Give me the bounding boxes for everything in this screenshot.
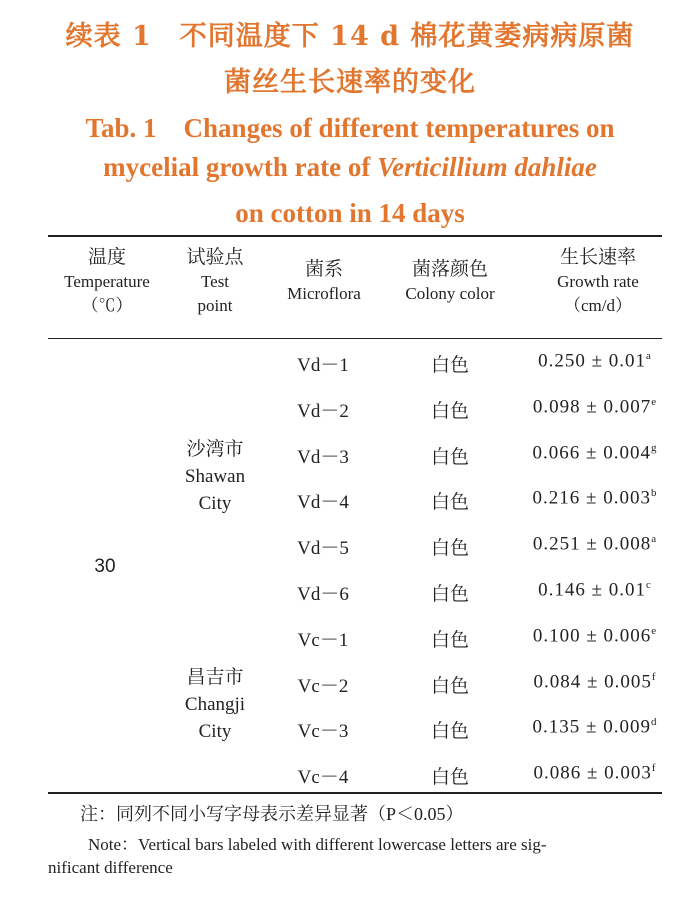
test-point-shawan-cn: 沙湾市 — [186, 439, 244, 460]
colony-color-cell: 白色 — [430, 767, 469, 788]
caption-en-line3: on cotton in 14 days — [235, 198, 465, 228]
microflora-cell: Vd－1 — [297, 355, 349, 376]
growth-rate-cell — [515, 487, 675, 509]
microflora-cell: Vd－5 — [297, 538, 349, 559]
growth-rate-value: 0.084 ± 0.005 — [533, 671, 652, 693]
significance-letter: b — [650, 487, 658, 499]
header-test-point — [166, 246, 264, 318]
growth-rate-cell — [515, 762, 675, 784]
growth-rate-cell — [515, 533, 675, 555]
growth-rate-value: 0.250 ± 0.01 — [538, 350, 647, 372]
growth-rate-value: 0.251 ± 0.008 — [532, 533, 652, 555]
significance-letter: g — [650, 442, 658, 454]
caption-cn-line2: 菌丝生长速率的变化 — [224, 67, 476, 98]
microflora-cell: Vd－4 — [297, 492, 349, 513]
header-temperature-cn: 温度 — [87, 247, 126, 268]
header-temperature — [48, 246, 166, 318]
table-top-rule — [48, 235, 662, 237]
growth-rate-cell — [515, 671, 675, 693]
significance-letter: e — [651, 625, 658, 637]
growth-rate-cell — [515, 350, 675, 372]
significance-letter: f — [651, 762, 657, 774]
growth-rate-cell — [515, 442, 675, 464]
microflora-cell: Vc－4 — [297, 767, 349, 788]
microflora-cell: Vd－3 — [297, 447, 349, 468]
colony-color-cell: 白色 — [430, 721, 469, 742]
significance-letter: d — [650, 716, 658, 728]
caption-en-line1: Tab. 1 Changes of different temperatures on — [85, 113, 615, 143]
note-en-line1: Note：Vertical bars labeled with different lowercase letters are sig- — [88, 835, 547, 854]
test-point-changji-en2: City — [198, 721, 232, 742]
header-colony-color-en: Colony color — [405, 284, 495, 303]
growth-rate-value: 0.100 ± 0.006 — [532, 625, 652, 647]
colony-color-cell: 白色 — [430, 492, 469, 513]
growth-rate-value: 0.086 ± 0.003 — [533, 762, 652, 784]
header-growth-rate — [520, 246, 676, 318]
colony-color-cell: 白色 — [430, 355, 469, 376]
significance-letter: f — [651, 671, 657, 683]
test-point-changji-cn: 昌吉市 — [186, 667, 244, 688]
colony-color-cell: 白色 — [430, 630, 469, 651]
note-en-line2: nificant difference — [48, 858, 173, 877]
header-temperature-unit: （℃） — [81, 296, 133, 315]
growth-rate-cell — [515, 716, 675, 738]
colony-color-cell: 白色 — [430, 538, 469, 559]
caption-en-line2 — [0, 152, 700, 183]
test-point-shawan-en2: City — [198, 493, 232, 514]
colony-color-cell: 白色 — [430, 584, 469, 605]
header-microflora-cn: 菌系 — [304, 259, 343, 280]
test-point-shawan — [162, 436, 268, 517]
colony-color-cell: 白色 — [430, 401, 469, 422]
header-growth-rate-unit: （cm/d） — [564, 296, 632, 315]
microflora-cell: Vd－6 — [297, 584, 349, 605]
header-test-point-en1: Test — [200, 272, 230, 291]
table-header-rule — [48, 338, 662, 339]
header-temperature-en: Temperature — [64, 272, 150, 291]
caption-en-line2-prefix: mycelial growth rate of — [103, 152, 378, 182]
header-growth-rate-en: Growth rate — [557, 272, 639, 291]
temperature-value: 30 — [94, 556, 116, 577]
growth-rate-value: 0.135 ± 0.009 — [532, 716, 651, 738]
test-point-shawan-en1: Shawan — [184, 466, 246, 487]
microflora-cell: Vc－3 — [297, 721, 349, 742]
table-bottom-rule — [48, 792, 662, 794]
colony-color-cell: 白色 — [430, 447, 469, 468]
header-colony-color — [384, 258, 516, 306]
growth-rate-cell — [515, 396, 675, 418]
significance-letter: a — [651, 533, 658, 545]
significance-letter: e — [651, 396, 658, 408]
colony-color-cell: 白色 — [430, 676, 469, 697]
growth-rate-cell — [515, 579, 675, 601]
microflora-cell: Vc－2 — [297, 676, 349, 697]
growth-rate-cell — [515, 625, 675, 647]
growth-rate-value: 0.098 ± 0.007 — [532, 396, 652, 418]
header-growth-rate-cn: 生长速率 — [559, 247, 636, 268]
header-test-point-en2: point — [197, 296, 233, 315]
note-cn: 注：同列不同小写字母表示差异显著（P＜0.05） — [80, 804, 464, 824]
caption-cn-line1: 续表 1 不同温度下 14 d 棉花黄萎病病原菌 — [65, 21, 635, 52]
growth-rate-value: 0.146 ± 0.01 — [538, 579, 647, 601]
growth-rate-value: 0.066 ± 0.004 — [532, 442, 651, 464]
header-microflora — [272, 258, 376, 306]
header-microflora-en: Microflora — [287, 284, 361, 303]
header-colony-color-cn: 菌落颜色 — [411, 259, 488, 280]
test-point-changji — [162, 664, 268, 745]
growth-rate-value: 0.216 ± 0.003 — [532, 487, 651, 509]
header-test-point-cn: 试验点 — [186, 247, 244, 268]
microflora-cell: Vd－2 — [297, 401, 349, 422]
microflora-cell: Vc－1 — [297, 630, 349, 651]
significance-letter: a — [646, 350, 652, 362]
test-point-changji-en1: Changji — [184, 694, 246, 715]
caption-species-name: Verticillium dahliae — [377, 152, 597, 182]
significance-letter: c — [646, 579, 652, 591]
